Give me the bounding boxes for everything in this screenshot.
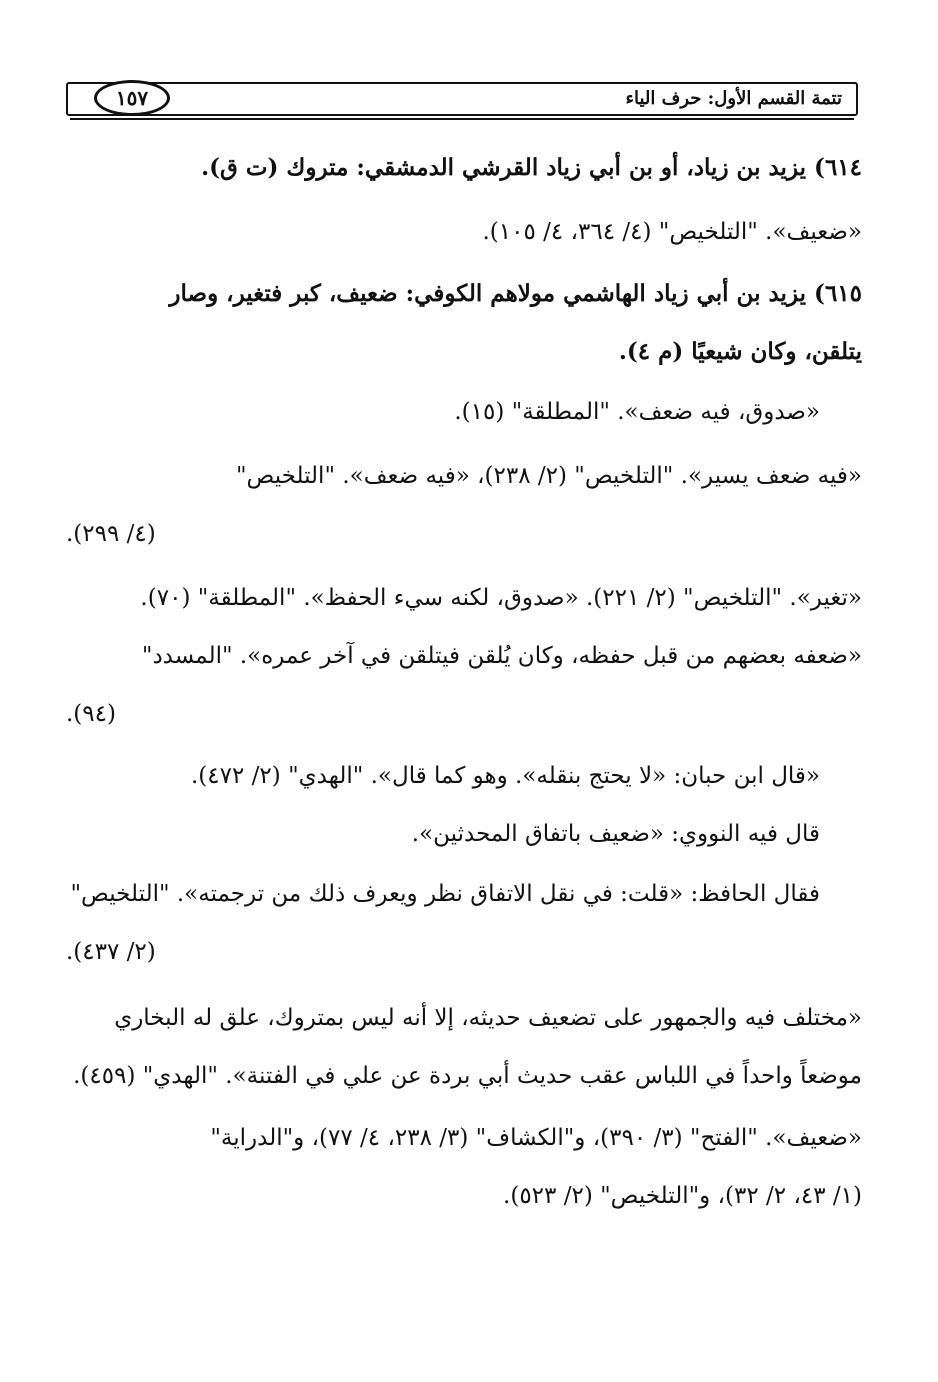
entry-615-note-4-line-2: (٩٤).	[66, 701, 116, 727]
entry-615-note-2-line-2: (٤/ ٢٩٩).	[66, 521, 156, 547]
entry-615-note-9-line-1: «ضعيف». "الفتح" (٣/ ٣٩٠)، و"الكشاف" (٣/ ٢٣٨، ٤/ ٧٧)، و"الدراية"	[210, 1125, 862, 1151]
entry-615-note-4-line-1: «ضعفه بعضهم من قبل حفظه، وكان يُلقن فيتلقن في آخر عمره». "المسدد"	[141, 643, 862, 669]
entry-615-note-9-line-2: (١/ ٤٣، ٢/ ٣٢)، و"التلخيص" (٢/ ٥٢٣).	[503, 1183, 862, 1209]
entry-615-heading-line-2: يتلقن، وكان شيعيًا (م ٤).	[618, 338, 862, 365]
header-title: تتمة القسم الأول: حرف الياء	[625, 88, 842, 109]
running-header	[66, 82, 858, 116]
entry-615-note-7-line-2: (٢/ ٤٣٧).	[66, 939, 156, 965]
entry-615-note-8-line-2: موضعاً واحداً في اللباس عقب حديث أبي بردة عن علي في الفتنة». "الهدي" (٤٥٩).	[73, 1063, 862, 1089]
entry-615-note-1: «صدوق، فيه ضعف». "المطلقة" (١٥).	[454, 399, 820, 425]
page-number: ١٥٧	[94, 80, 170, 116]
entry-615-heading-line-1: ٦١٥) يزيد بن أبي زياد الهاشمي مولاهم الكوفي: ضعيف، كبر فتغير، وصار	[169, 280, 862, 307]
entry-615-note-7-line-1: فقال الحافظ: «قلت: في نقل الاتفاق نظر ويعرف ذلك من ترجمته». "التلخيص"	[70, 881, 820, 907]
entry-615-note-2-line-1: «فيه ضعف يسير». "التلخيص" (٢/ ٢٣٨)، «فيه ضعف». "التلخيص"	[235, 463, 862, 489]
entry-615-note-3: «تغير». "التلخيص" (٢/ ٢٢١). «صدوق، لكنه سيء الحفظ». "المطلقة" (٧٠).	[140, 585, 862, 611]
entry-614-note: «ضعيف». "التلخيص" (٤/ ٣٦٤، ٤/ ١٠٥).	[482, 219, 862, 245]
entry-615-note-5: «قال ابن حبان: «لا يحتج بنقله». وهو كما قال». "الهدي" (٢/ ٤٧٢).	[191, 763, 820, 789]
entry-614-heading: ٦١٤) يزيد بن زياد، أو بن أبي زياد القرشي الدمشقي: متروك (ت ق).	[201, 154, 862, 181]
entry-615-note-8-line-1: «مختلف فيه والجمهور على تضعيف حديثه، إلا أنه ليس بمتروك، علق له البخاري	[114, 1005, 862, 1031]
entry-615-note-6: قال فيه النووي: «ضعيف باتفاق المحدثين».	[411, 821, 820, 847]
